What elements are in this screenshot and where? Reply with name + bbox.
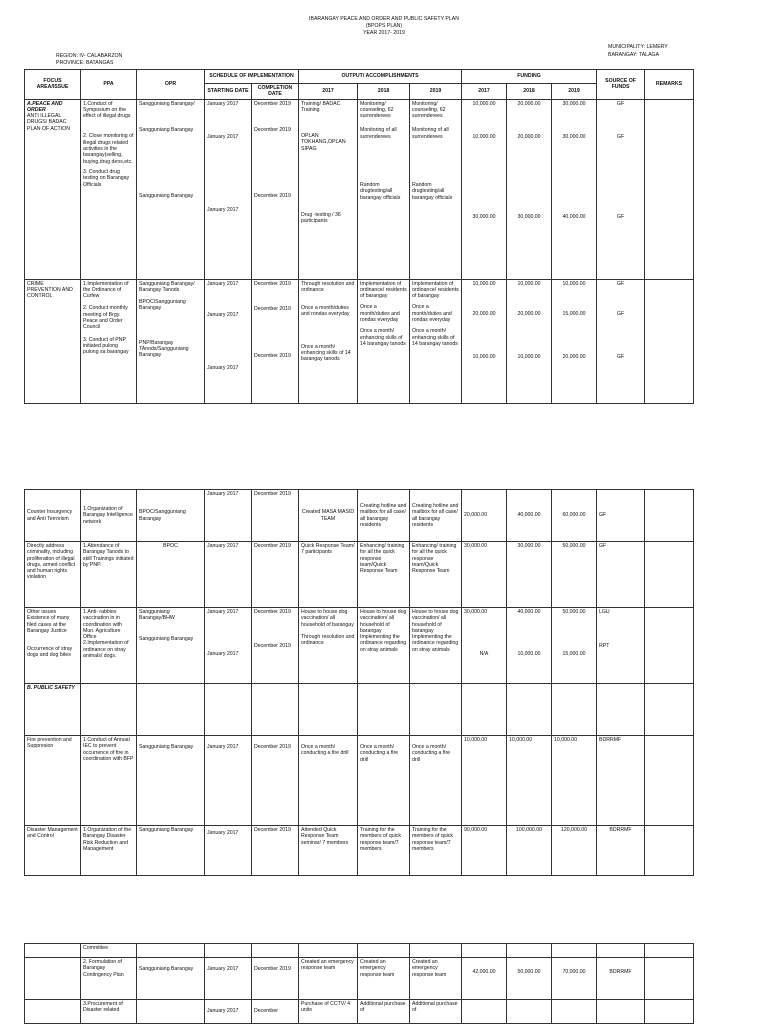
opr-text: Sangguniang Barangay/ xyxy=(139,100,195,107)
start-date: January 2017 xyxy=(207,651,239,658)
funding-2017: 30,000.00 xyxy=(464,609,488,615)
focus-area: Counter Insurgency and Anti Terrorism xyxy=(25,490,81,542)
funding-2018: 20,000.00 xyxy=(517,310,541,317)
funding-2017: 30,000.00 xyxy=(472,214,496,221)
output-2017: Purchase of CCTV/ 4 units xyxy=(299,1000,358,1024)
header-starting: STARTING DATE xyxy=(205,84,252,100)
funding-2017: N/A xyxy=(479,651,489,658)
funding-2019: 10,000.00 xyxy=(552,736,597,826)
header-2018: 2018 xyxy=(358,84,410,100)
start-date: January 2017 xyxy=(207,280,239,287)
output-2017: Created MASA MASID TEAM xyxy=(299,490,358,542)
start-date: January 2017 xyxy=(205,958,252,1000)
province-label: PROVINCE: BATANGAS xyxy=(56,60,114,66)
source-of-funds: GF xyxy=(616,214,625,221)
funding-2018: 10,000.00 xyxy=(517,651,541,658)
source-of-funds: GF xyxy=(616,280,625,287)
completion-date: December 2019 xyxy=(252,542,299,608)
opr-text: Sangguniang Barangay/ Barangay Tanods xyxy=(139,280,195,293)
opr-text: Sangguniang Barangay xyxy=(137,826,205,876)
focus-area: Other issues Existence of many filed cases at the Barangay Justice xyxy=(27,609,70,634)
output-2017: Through resolution and ordinance xyxy=(301,633,355,647)
ppa-text: 2. Close monitoring of illegal drugs related activities in the barangay(selling, buying,drug dens,etc. xyxy=(83,133,134,165)
funding-2019: 70,000.00 xyxy=(552,958,597,1000)
table-row xyxy=(25,684,694,736)
ppa-text: 1.Conduct of Annual IEC to prevent occurrence of fire in coordination with BFP xyxy=(81,736,137,826)
table-row xyxy=(25,1000,694,1024)
opr-text: Sangguniang Barangay xyxy=(137,736,205,826)
output-2018: Implementation of ordinance/ residents of barangay xyxy=(360,280,407,300)
ppa-text: 1.Conduct of Symposium on the effect of illegal drugs xyxy=(83,100,131,120)
start-date: January 2017 xyxy=(205,736,252,826)
header-ppa: PPA xyxy=(81,70,137,100)
header-opr: OPR xyxy=(137,70,205,100)
barangay-label: BARANGAY: TALAGA xyxy=(608,52,660,58)
start-date: January 2017 xyxy=(207,609,239,615)
source-of-funds: GF xyxy=(597,490,645,542)
funding-2017: 42,000.00 xyxy=(462,958,507,1000)
completion-date: December 2019 xyxy=(254,100,291,107)
output-2019: Once a month/ conducting a fire drill xyxy=(410,736,462,826)
output-2017: House to house dog vaccination/ all household of barangay xyxy=(301,609,354,628)
output-2018: Created an emergency response team xyxy=(358,958,410,1000)
table-row xyxy=(25,608,694,684)
table-row xyxy=(25,490,694,542)
funding-2017: 10,000.00 xyxy=(472,133,496,140)
start-date: January 2017 xyxy=(207,133,239,140)
section-heading: A.PEACE AND ORDER xyxy=(27,100,63,113)
funding-2017: 30,000.00 xyxy=(462,542,507,608)
ppa-text: Committee xyxy=(81,944,137,958)
section-heading: B. PUBLIC SAFETY xyxy=(25,684,81,736)
header-2017: 2017 xyxy=(299,84,358,100)
start-date: January 2017 xyxy=(205,1000,252,1024)
output-2018: Monitoring of all surrenderees xyxy=(360,127,397,140)
funding-2018: 20,000.00 xyxy=(517,100,541,107)
output-2018: Implementing the ordinance regarding on stray animals xyxy=(360,634,407,653)
ppa-text: 2. Formulation of Barangay Contingency Plan xyxy=(81,958,137,1000)
output-2019: Creating hotline and mailbox for all case/ all barangay residents xyxy=(410,490,462,542)
output-2019: Implementation of ordinance/ residents of barangay xyxy=(412,280,459,300)
opr-text: Sangguniang Barangay/BHW xyxy=(139,609,175,622)
title-line: YEAR 2017- 2019 xyxy=(363,30,405,36)
ppa-text: 3.Procurement of Disaster related xyxy=(81,1000,137,1024)
municipality-label: MUNICIPALITY: LEMERY xyxy=(608,44,668,50)
funding-2019: 50,000.00 xyxy=(552,542,597,608)
header-source: SOURCE OF FUNDS xyxy=(597,70,645,100)
completion-date: December 2019 xyxy=(252,958,299,1000)
source-of-funds: BDRRMF xyxy=(597,826,645,876)
funding-2018: 30,000.00 xyxy=(507,542,552,608)
funding-2018: 30,000.00 xyxy=(517,214,541,221)
output-2018: Random drugtesting/all barangay officials xyxy=(360,182,401,201)
funding-2018: 10,000.00 xyxy=(507,736,552,826)
funding-2017: 10,000.00 xyxy=(472,354,496,361)
ppa-text: 2. Conduct monthly meeting of Brgy. Peace and Order Council xyxy=(83,305,128,331)
remarks-cell xyxy=(645,490,694,542)
output-2019: Created an emergency response team xyxy=(410,958,462,1000)
funding-2017: 20,000.00 xyxy=(472,310,496,317)
funding-2019: 30,000.00 xyxy=(562,133,586,140)
output-2018: House to house dog vaccination/ all household of barangay xyxy=(360,609,407,634)
funding-2019: 20,000.00 xyxy=(562,354,586,361)
output-2018: Once a month/duties and rondas everyday xyxy=(360,304,400,324)
focus-area: Disaster Management and Control xyxy=(25,826,81,876)
completion-date: December 2019 xyxy=(254,305,291,312)
output-2017: OPLAN TOKHANG,OPLAN SIPAG xyxy=(301,133,346,152)
table-row xyxy=(25,736,694,826)
output-2019: Training for the members of quick response team/7 members xyxy=(410,826,462,876)
header-completion: COMPLETION DATE xyxy=(252,84,299,100)
source-of-funds: GF xyxy=(597,542,645,608)
source-of-funds: BDRRMF xyxy=(597,736,645,826)
completion-date: December 2019 xyxy=(254,193,291,200)
header-2018: 2018 xyxy=(507,84,552,100)
funding-2018: 50,000.00 xyxy=(507,958,552,1000)
funding-2019: 60,000.00 xyxy=(552,490,597,542)
region-label: REGION: IV- CALABARZON xyxy=(56,53,123,59)
opr-text: PNP/Barangay TAnods/Sangguniang Barangay xyxy=(139,339,189,359)
funding-2018: 20,000.00 xyxy=(517,133,541,140)
funding-2019: 120,000.00 xyxy=(552,826,597,876)
output-2017: Through resolution and ordinance xyxy=(301,280,355,293)
funding-2019: 50,000.00 xyxy=(562,609,586,615)
remarks-cell xyxy=(645,542,694,608)
remarks-cell xyxy=(645,958,694,1000)
ppa-text: 1.Anti- rabbies vaccination in in coordination with Mun. Agriculture Office xyxy=(83,609,122,641)
output-2017: Created an emergency response team xyxy=(299,958,358,1000)
header-2019: 2019 xyxy=(552,84,597,100)
plan-table-page-1 xyxy=(24,69,694,404)
source-of-funds: BDRRMF xyxy=(597,958,645,1000)
focus-area: Directly address criminality, including proliferation of illegal drugs, armed conflict and human rights violation xyxy=(25,542,81,608)
source-of-funds: GF xyxy=(616,100,625,107)
start-date: January 2017 xyxy=(207,311,239,318)
output-2019: Once a month/ enhancing skills of 14 barangay tanods xyxy=(412,328,458,347)
remarks-cell xyxy=(645,736,694,826)
remarks-cell xyxy=(645,826,694,876)
output-2019: Monitoring of all surrenderees xyxy=(412,127,449,140)
completion-date: December xyxy=(252,1000,299,1024)
remarks-cell xyxy=(645,99,694,279)
output-2017: Attended Quick Response Team seminar/ 7 members xyxy=(299,826,358,876)
completion-date: December 2019 xyxy=(254,353,291,360)
opr-text: Sangguniang Barangay xyxy=(139,193,194,200)
ppa-text: 3. Conduct drug testing on Barangay Officials xyxy=(83,168,130,188)
output-2019: Enhancing/ training for all the quick response team/Quick Response Team xyxy=(410,542,462,608)
funding-2017: 10,000.00 xyxy=(472,280,496,287)
opr-text: BPOC xyxy=(137,542,205,608)
plan-table-page-3 xyxy=(24,943,694,1024)
output-2018: Additional purchase of xyxy=(358,1000,410,1024)
start-date: January 2017 xyxy=(205,490,252,542)
funding-2017: 10,000.00 xyxy=(472,100,496,107)
start-date: January 2017 xyxy=(207,100,239,107)
output-2017: Training/ BADAC Training xyxy=(301,100,341,113)
focus-area: ANTI ILLEGAL DRUGS/ BADAC PLAN OF ACTION xyxy=(27,113,70,132)
funding-2019: 15,000.00 xyxy=(562,651,586,658)
output-2017: Quick Response Team/ 7 participants xyxy=(299,542,358,608)
output-2018: Once a month/ conducting a fire drill xyxy=(358,736,410,826)
table-row xyxy=(25,826,694,876)
opr-text: BPOC/Sangguniang Barangay xyxy=(137,490,205,542)
header-remarks: REMARKS xyxy=(645,70,694,100)
table-row xyxy=(25,279,694,403)
header-funding: FUNDING xyxy=(462,70,597,84)
title-line: (BPOPS PLAN) xyxy=(365,23,403,29)
header-output: OUTPUT/ ACCOMPLISHMENTS xyxy=(299,70,462,84)
output-2019: House to house dog vaccination/ all household of barangay xyxy=(412,609,459,634)
focus-area: Fire prevention and Suppresion xyxy=(25,736,81,826)
output-2019: Random drugtesting/all barangay officials xyxy=(412,182,453,201)
completion-date: December 2019 xyxy=(254,280,291,287)
output-2018: Once a month/ enhancing skills of 14 barangay tanods xyxy=(360,328,406,347)
output-2019: Additional purchase of xyxy=(410,1000,462,1024)
ppa-text: 1.Organization of Barangay Intelligence network xyxy=(81,490,137,542)
start-date: January 2017 xyxy=(207,365,239,372)
table-row xyxy=(25,542,694,608)
funding-2017: 90,000.00 xyxy=(462,826,507,876)
funding-2017: 10,000.00 xyxy=(462,736,507,826)
ppa-text: 1.Implementation of the Ordinance of Curfew xyxy=(83,280,129,300)
ppa-text: 3. Conduct of PNP initiated pulong pulong sa barangay xyxy=(83,336,129,356)
funding-2019: 30,000.00 xyxy=(562,100,586,107)
output-2019: Once a month/duties and rondas everyday xyxy=(412,304,452,324)
funding-2019: 15,000.00 xyxy=(562,310,586,317)
header-2019: 2019 xyxy=(410,84,462,100)
output-2018: Monitoring/ counseling, 62 surrenderees xyxy=(360,100,394,120)
source-of-funds: GF xyxy=(616,133,625,140)
output-2018: Enhancing/ training for all the quick response team/Quick Response Team xyxy=(358,542,410,608)
opr-text: Sangguniang Barangay xyxy=(139,126,194,133)
output-2017: Once a month/ enhancing skills of 14 barangay tanods xyxy=(301,343,351,363)
funding-2019: 40,000.00 xyxy=(562,214,586,221)
remarks-cell xyxy=(645,608,694,684)
completion-date: December 2019 xyxy=(252,736,299,826)
focus-area: Occurrence of stray dogs and dog bites xyxy=(27,646,73,659)
output-2019: Monitoring/ counseling, 62 surrenderees xyxy=(412,100,446,120)
funding-2019: 10,000.00 xyxy=(562,280,586,287)
table-row xyxy=(25,958,694,1000)
header-2017: 2017 xyxy=(462,84,507,100)
funding-2018: 40,000.00 xyxy=(507,490,552,542)
output-2017: Once a month/duties and rondas everyday xyxy=(301,305,350,318)
table-row xyxy=(25,99,694,279)
source-of-funds: GF xyxy=(616,310,625,317)
output-2017: Once a month/ conducting a fire drill xyxy=(299,736,358,826)
opr-text: Sangguniang Barangay xyxy=(139,635,194,642)
funding-2018: 100,000.00 xyxy=(507,826,552,876)
source-of-funds: LGU xyxy=(599,609,610,615)
ppa-text: 1.Attendance of Barangay Tanods to skill Trainings initiated by PNP. xyxy=(81,542,137,608)
funding-2018: 10,000.00 xyxy=(517,280,541,287)
opr-text: Sangguniang Barangay xyxy=(137,958,205,1000)
output-2018: Creating hotline and mailbox for all case/ all barangay residents xyxy=(358,490,410,542)
header-focus: FOCUS AREA/ISSUE xyxy=(25,70,81,100)
output-2017: Drug -testing / 36 participants xyxy=(301,212,341,225)
start-date: January 2017 xyxy=(205,542,252,608)
funding-2018: 10,000.00 xyxy=(517,354,541,361)
source-of-funds: GF xyxy=(616,354,625,361)
plan-title xyxy=(0,16,768,37)
completion-date: December 2019 xyxy=(252,826,299,876)
title-line: IBARANGAY PEACE AND ORDER AND PUBLIC SAFETY PLAN xyxy=(309,16,459,22)
funding-2018: 40,000.00 xyxy=(517,609,541,615)
completion-date: December 2019 xyxy=(252,490,299,542)
table-row xyxy=(25,944,694,958)
funding-2017: 20,000.00 xyxy=(462,490,507,542)
opr-text xyxy=(137,1000,205,1024)
opr-text: BPOC/Sangguniang Barangay xyxy=(139,299,186,312)
completion-date: December 2019 xyxy=(254,126,291,133)
completion-date: December 2019 xyxy=(254,609,291,615)
ppa-text: 1.Organization of the Barangay Disaster Risk Reduction and Management xyxy=(81,826,137,876)
completion-date: December 2019 xyxy=(254,643,291,650)
remarks-cell xyxy=(645,279,694,403)
ppa-text: 2.Implementation of ordinance on stray animals/ dogs. xyxy=(83,640,129,660)
start-date: January 2017 xyxy=(207,207,239,214)
plan-table-page-2 xyxy=(24,489,694,876)
focus-area: CRIME PREVENTION AND CONTROL xyxy=(27,280,73,300)
output-2018: Training for the members of quick response team/7 members xyxy=(358,826,410,876)
header-schedule: SCHEDULE OF IMPLEMENTATION xyxy=(205,70,299,84)
source-of-funds: RPT xyxy=(599,643,610,650)
start-date: January 2017 xyxy=(205,826,252,876)
output-2019: Implementing the ordinance regarding on stray animals xyxy=(412,634,459,653)
